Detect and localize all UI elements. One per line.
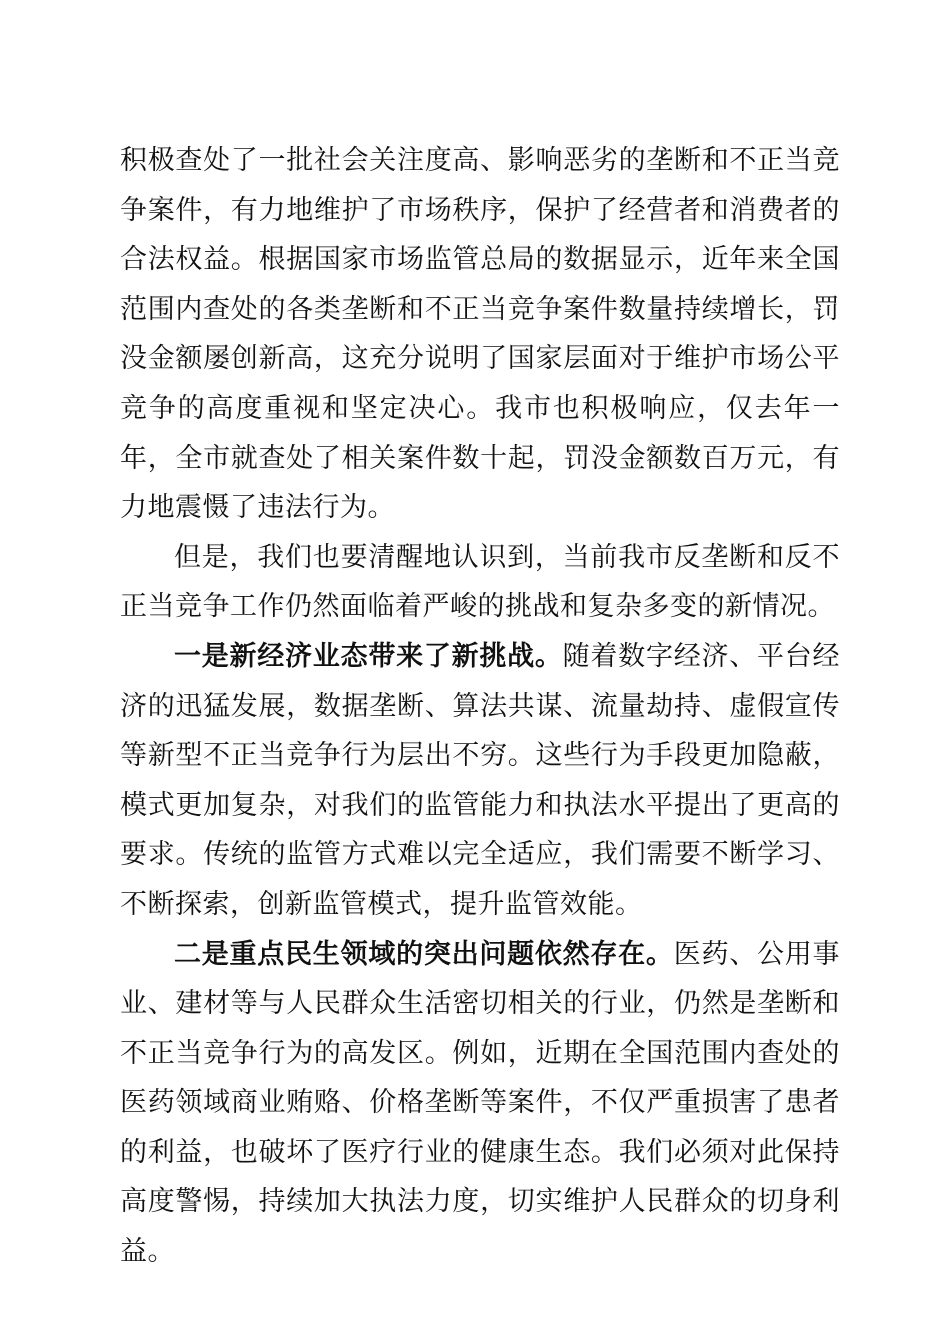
- paragraph-3: [120, 632, 840, 930]
- document-body: [120, 136, 840, 1277]
- paragraph-2-text: 但是，我们也要清醒地认识到，当前我市反垄断和反不正当竞争工作仍然面临着严峻的挑战和复杂多变的新情况。: [120, 541, 840, 623]
- paragraph-4-heading: 二是重点民生领域的突出问题依然存在。: [174, 938, 674, 970]
- paragraph-4: [120, 930, 840, 1277]
- paragraph-2: [120, 533, 840, 632]
- paragraph-1: [120, 136, 840, 533]
- paragraph-3-text: 随着数字经济、平台经济的迅猛发展，数据垄断、算法共谋、流量劫持、虚假宣传等新型不正当竞争行为层出不穷。这些行为手段更加隐蔽，模式更加复杂，对我们的监管能力和执法水平提出了更高的要求。传统的监管方式难以完全适应，我们需要不断学习、不断探索，创新监管模式，提升监管效能。: [120, 640, 841, 920]
- paragraph-4-text: 医药、公用事业、建材等与人民群众生活密切相关的行业，仍然是垄断和不正当竞争行为的高发区。例如，近期在全国范围内查处的医药领域商业贿赂、价格垄断等案件，不仅严重损害了患者的利益，也破坏了医疗行业的健康生态。我们必须对此保持高度警惕，持续加大执法力度，切实维护人民群众的切身利益。: [120, 938, 841, 1268]
- paragraph-1-text: 积极查处了一批社会关注度高、影响恶劣的垄断和不正当竞争案件，有力地维护了市场秩序，保护了经营者和消费者的合法权益。根据国家市场监管总局的数据显示，近年来全国范围内查处的各类垄断和不正当竞争案件数量持续增长，罚没金额屡创新高，这充分说明了国家层面对于维护市场公平竞争的高度重视和坚定决心。我市也积极响应，仅去年一年，全市就查处了相关案件数十起，罚没金额数百万元，有力地震慑了违法行为。: [120, 145, 840, 524]
- paragraph-3-heading: 一是新经济业态带来了新挑战。: [174, 640, 563, 672]
